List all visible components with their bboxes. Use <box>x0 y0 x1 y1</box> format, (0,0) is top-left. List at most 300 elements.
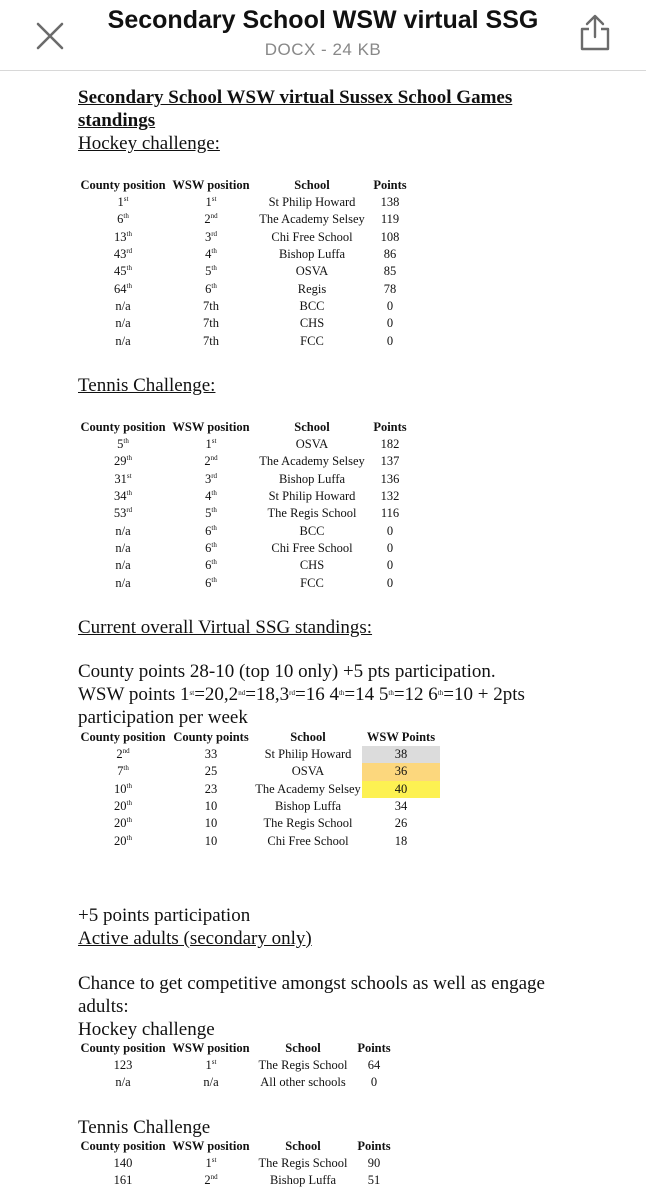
school-value: FCC <box>300 575 324 590</box>
wsw-points-line-2: participation per week <box>78 707 248 728</box>
county-ordinal: th <box>126 229 132 238</box>
school-value: Chi Free School <box>271 229 353 244</box>
column-header: WSW position <box>172 1139 250 1153</box>
cell-school <box>254 1074 352 1091</box>
points-value: 40 <box>394 781 408 796</box>
chance-line-2: adults: <box>78 996 129 1017</box>
cell-points <box>370 557 410 574</box>
county-ordinal: th <box>126 489 132 498</box>
chance-line-1: Chance to get competitive amongst schools as well as engage <box>78 973 545 994</box>
wsw-value: 1 <box>205 437 212 452</box>
table-header-row <box>78 729 440 746</box>
cell-cpoints <box>168 815 254 832</box>
cell-points <box>370 540 410 557</box>
county-value: 34 <box>114 489 127 504</box>
cell-school <box>254 332 370 349</box>
cell-wsw <box>168 505 254 522</box>
cell-wsw <box>168 436 254 453</box>
wsw-ordinal: nd <box>210 1173 218 1182</box>
column-header: Points <box>373 420 407 434</box>
cell-wsw <box>168 211 254 228</box>
school-value: CHS <box>299 558 325 573</box>
cell-county <box>78 522 168 539</box>
cell-county <box>78 832 168 849</box>
points-value: 0 <box>386 523 394 538</box>
county-ordinal: th <box>126 454 132 463</box>
column-header: WSW position <box>172 178 250 192</box>
table-row <box>78 211 410 228</box>
column-header: Points <box>357 1139 391 1153</box>
table-header-row <box>78 177 410 194</box>
cpoints-value: 10 <box>204 799 218 814</box>
table-header-row <box>78 419 410 436</box>
column-header: County position <box>80 178 166 192</box>
cell-wsw <box>168 488 254 505</box>
points-value: 116 <box>380 506 400 521</box>
county-value: 20 <box>114 799 127 814</box>
table-row <box>78 194 410 211</box>
county-value: 13 <box>114 229 127 244</box>
county-value: n/a <box>115 575 131 590</box>
wsw-ordinal: th <box>211 558 217 567</box>
document-title: Secondary School WSW virtual SSG <box>107 6 539 34</box>
county-value: 140 <box>113 1156 133 1171</box>
cell-county <box>78 263 168 280</box>
cell-points <box>352 1172 396 1189</box>
cell-cpoints <box>168 746 254 763</box>
table-row <box>78 1057 396 1074</box>
county-value: 10 <box>114 781 127 796</box>
county-value: 2 <box>116 747 123 762</box>
cell-school <box>254 194 370 211</box>
cell-school <box>254 1172 352 1189</box>
school-value: St Philip Howard <box>264 747 352 762</box>
ordinal-suffix: th <box>388 689 394 697</box>
school-value: BCC <box>299 523 325 538</box>
cell-county <box>78 763 168 780</box>
overall-table <box>78 729 440 850</box>
cell-points <box>362 746 440 763</box>
table-row <box>78 522 410 539</box>
school-value: St Philip Howard <box>268 195 356 210</box>
close-icon[interactable] <box>34 20 66 52</box>
cell-points <box>352 1155 396 1172</box>
county-value: 29 <box>114 454 127 469</box>
cell-wsw <box>168 280 254 297</box>
points-value: 34 <box>394 799 408 814</box>
column-header: School <box>285 1041 321 1055</box>
county-value: 20 <box>114 833 127 848</box>
school-value: Regis <box>297 281 327 296</box>
points-value: 0 <box>386 316 394 331</box>
column-header: County position <box>80 1041 166 1055</box>
table-row <box>78 557 410 574</box>
school-value: OSVA <box>295 437 329 452</box>
wsw-value: 1 <box>205 1058 212 1073</box>
text-segment: =16 4 <box>295 684 339 705</box>
wsw-ordinal: st <box>211 1156 217 1165</box>
wsw-ordinal: rd <box>211 229 218 238</box>
county-ordinal: th <box>126 816 132 825</box>
cell-points <box>370 332 410 349</box>
cell-wsw <box>168 1057 254 1074</box>
school-value: The Regis School <box>258 1058 348 1073</box>
cell-points <box>352 1057 396 1074</box>
column-header: School <box>285 1139 321 1153</box>
cell-county <box>78 471 168 488</box>
column-header: County points <box>173 730 249 744</box>
county-ordinal: th <box>123 764 129 773</box>
school-value: Bishop Luffa <box>269 1173 337 1188</box>
cell-wsw <box>168 263 254 280</box>
cell-county <box>78 505 168 522</box>
wsw-value: 6 <box>205 558 212 573</box>
cell-wsw <box>168 1155 254 1172</box>
wsw-ordinal: th <box>211 281 217 290</box>
cell-wsw <box>168 194 254 211</box>
text-segment: =18,3 <box>245 684 290 705</box>
table-row <box>78 315 410 332</box>
cell-school <box>254 557 370 574</box>
wsw-value: 5 <box>205 264 212 279</box>
wsw-ordinal: th <box>211 247 217 256</box>
cell-school <box>254 229 370 246</box>
column-header: County position <box>80 730 166 744</box>
county-ordinal: th <box>123 212 129 221</box>
share-icon[interactable] <box>578 14 612 52</box>
points-value: 51 <box>367 1173 381 1188</box>
table-header-row <box>78 1138 396 1155</box>
wsw-value: 7th <box>203 298 219 313</box>
county-ordinal: th <box>126 799 132 808</box>
school-value: The Academy Selsey <box>259 212 365 227</box>
cell-wsw <box>168 574 254 591</box>
column-header: Points <box>373 178 407 192</box>
points-value: 108 <box>380 229 400 244</box>
cell-cpoints <box>168 781 254 798</box>
cell-school <box>254 298 370 315</box>
school-value: Bishop Luffa <box>278 471 346 486</box>
ordinal-suffix: st <box>189 689 195 697</box>
county-value: n/a <box>115 1075 131 1090</box>
county-ordinal: st <box>126 471 132 480</box>
cell-county <box>78 453 168 470</box>
table-row <box>78 453 410 470</box>
cell-county <box>78 574 168 591</box>
points-value: 64 <box>367 1058 381 1073</box>
cell-points <box>362 781 440 798</box>
cell-county <box>78 1155 168 1172</box>
school-value: OSVA <box>291 764 325 779</box>
cell-points <box>370 522 410 539</box>
school-value: St Philip Howard <box>268 489 356 504</box>
county-value: 6 <box>117 212 124 227</box>
school-value: The Academy Selsey <box>259 454 365 469</box>
cell-points <box>370 211 410 228</box>
cell-points <box>370 505 410 522</box>
county-ordinal: th <box>126 281 132 290</box>
table-row <box>78 574 410 591</box>
wsw-value: 6 <box>205 575 212 590</box>
cell-points <box>370 471 410 488</box>
school-value: Bishop Luffa <box>274 799 342 814</box>
text-segment: =10 + 2pts <box>443 684 525 705</box>
wsw-ordinal: th <box>211 575 217 584</box>
county-value: n/a <box>115 523 131 538</box>
school-value: The Regis School <box>263 816 353 831</box>
points-value: 0 <box>386 540 394 555</box>
cell-county <box>78 540 168 557</box>
cell-points <box>352 1074 396 1091</box>
wsw-value: 6 <box>205 281 212 296</box>
points-value: 0 <box>386 298 394 313</box>
school-value: The Regis School <box>258 1156 348 1171</box>
wsw-ordinal: rd <box>211 471 218 480</box>
points-value: 182 <box>380 437 400 452</box>
cell-wsw <box>168 540 254 557</box>
adult-hockey-table <box>78 1040 396 1092</box>
county-value: 5 <box>117 437 124 452</box>
cell-county <box>78 280 168 297</box>
county-ordinal: rd <box>126 247 133 256</box>
county-ordinal: th <box>126 781 132 790</box>
wsw-value: 1 <box>205 1156 212 1171</box>
wsw-ordinal: st <box>211 1058 217 1067</box>
wsw-value: 4 <box>205 247 212 262</box>
cell-wsw <box>168 315 254 332</box>
table-row <box>78 298 410 315</box>
county-value: n/a <box>115 333 131 348</box>
cell-points <box>370 453 410 470</box>
county-value: 31 <box>114 471 127 486</box>
school-value: The Regis School <box>267 506 357 521</box>
hockey-table <box>78 177 410 350</box>
cell-wsw <box>168 471 254 488</box>
cell-wsw <box>168 1074 254 1091</box>
cell-school <box>254 763 362 780</box>
column-header: County position <box>80 420 166 434</box>
text-segment: =12 6 <box>393 684 438 705</box>
text-segment: =14 5 <box>344 684 389 705</box>
table-row <box>78 263 410 280</box>
cell-wsw <box>168 522 254 539</box>
wsw-points-line <box>78 684 525 706</box>
tennis-table <box>78 419 410 592</box>
text-segment: =20,2 <box>194 684 239 705</box>
cell-points <box>370 194 410 211</box>
cell-county <box>78 436 168 453</box>
table-row <box>78 436 410 453</box>
table-row <box>78 746 440 763</box>
points-value: 119 <box>380 212 400 227</box>
wsw-value: 2 <box>204 212 211 227</box>
county-points-line: County points 28-10 (top 10 only) +5 pts participation. <box>78 661 496 682</box>
cell-school <box>254 246 370 263</box>
cell-wsw <box>168 332 254 349</box>
adult-hockey-heading: Hockey challenge <box>78 1019 215 1040</box>
cell-wsw <box>168 246 254 263</box>
county-value: 43 <box>113 247 127 262</box>
county-value: 20 <box>114 816 127 831</box>
cell-wsw <box>168 557 254 574</box>
cell-points <box>370 280 410 297</box>
points-value: 138 <box>380 195 400 210</box>
table-row <box>78 246 410 263</box>
cell-wsw <box>168 453 254 470</box>
cell-county <box>78 488 168 505</box>
wsw-ordinal: th <box>211 264 217 273</box>
county-value: 161 <box>113 1173 133 1188</box>
cell-points <box>370 229 410 246</box>
points-value: 86 <box>383 247 397 262</box>
adult-tennis-table <box>78 1138 396 1190</box>
cell-county <box>78 1057 168 1074</box>
cell-school <box>254 488 370 505</box>
cell-school <box>254 781 362 798</box>
cell-school <box>254 574 370 591</box>
cpoints-value: 23 <box>204 781 218 796</box>
wsw-ordinal: st <box>211 195 217 204</box>
table-row <box>78 488 410 505</box>
points-value: 90 <box>367 1156 381 1171</box>
cell-school <box>254 798 362 815</box>
county-ordinal: rd <box>126 506 133 515</box>
cell-county <box>78 229 168 246</box>
wsw-ordinal: th <box>211 489 217 498</box>
county-value: 45 <box>114 264 127 279</box>
doc-title-line-1: Secondary School WSW virtual Sussex School Games <box>78 87 513 108</box>
cell-points <box>370 436 410 453</box>
cell-points <box>362 832 440 849</box>
county-ordinal: th <box>123 437 129 446</box>
table-row <box>78 471 410 488</box>
column-header: WSW Points <box>366 730 436 744</box>
wsw-value: 3 <box>204 471 212 486</box>
cell-cpoints <box>168 832 254 849</box>
cell-county <box>78 315 168 332</box>
county-ordinal: nd <box>122 747 130 756</box>
school-value: Bishop Luffa <box>278 247 346 262</box>
cell-points <box>370 315 410 332</box>
plus5-line: +5 points participation <box>78 905 251 926</box>
ordinal-suffix: rd <box>289 689 295 697</box>
cell-cpoints <box>168 798 254 815</box>
points-value: 137 <box>380 454 400 469</box>
cell-points <box>370 263 410 280</box>
wsw-value: 3 <box>204 229 212 244</box>
wsw-value: 6 <box>205 540 212 555</box>
cell-school <box>254 505 370 522</box>
ordinal-suffix: th <box>338 689 345 697</box>
county-ordinal: th <box>126 264 132 273</box>
school-value: All other schools <box>260 1075 346 1090</box>
wsw-ordinal: th <box>211 540 217 549</box>
table-row <box>78 505 410 522</box>
column-header: WSW position <box>172 420 250 434</box>
table-row <box>78 229 410 246</box>
cell-points <box>370 574 410 591</box>
table-row <box>78 781 440 798</box>
column-header: School <box>294 420 330 434</box>
school-value: BCC <box>299 298 325 313</box>
cell-points <box>370 298 410 315</box>
cell-school <box>254 436 370 453</box>
cell-points <box>370 246 410 263</box>
points-value: 0 <box>386 333 394 348</box>
active-adults-heading: Active adults (secondary only) <box>78 928 312 949</box>
cell-county <box>78 1074 168 1091</box>
school-value: Chi Free School <box>267 833 349 848</box>
wsw-value: 4 <box>205 489 212 504</box>
cell-school <box>254 746 362 763</box>
text-segment: WSW points 1 <box>78 684 190 705</box>
wsw-ordinal: nd <box>210 212 218 221</box>
cell-school <box>254 280 370 297</box>
ordinal-suffix: nd <box>238 689 246 697</box>
wsw-value: 2 <box>204 454 211 469</box>
table-row <box>78 832 440 849</box>
wsw-ordinal: th <box>211 506 217 515</box>
cell-county <box>78 246 168 263</box>
wsw-value: 1 <box>205 195 212 210</box>
cell-county <box>78 798 168 815</box>
cell-points <box>370 488 410 505</box>
cell-school <box>254 211 370 228</box>
wsw-value: n/a <box>203 1075 219 1090</box>
table-row <box>78 280 410 297</box>
cell-county <box>78 194 168 211</box>
wsw-value: 7th <box>203 333 219 348</box>
wsw-ordinal: st <box>211 437 217 446</box>
points-value: 0 <box>386 575 394 590</box>
column-header: County position <box>80 1139 166 1153</box>
cell-school <box>254 540 370 557</box>
cell-school <box>254 815 362 832</box>
cell-school <box>254 1155 352 1172</box>
county-value: 53 <box>113 506 127 521</box>
ordinal-suffix: th <box>437 689 444 697</box>
cell-county <box>78 746 168 763</box>
cell-school <box>254 1057 352 1074</box>
points-value: 0 <box>386 558 394 573</box>
county-value: n/a <box>115 558 131 573</box>
column-header: School <box>294 178 330 192</box>
county-value: n/a <box>115 316 131 331</box>
cell-cpoints <box>168 763 254 780</box>
county-value: 7 <box>117 764 124 779</box>
table-header-row <box>78 1040 396 1057</box>
points-value: 26 <box>394 816 408 831</box>
cpoints-value: 33 <box>204 747 218 762</box>
cell-wsw <box>168 229 254 246</box>
cell-county <box>78 557 168 574</box>
cell-school <box>254 832 362 849</box>
wsw-ordinal: nd <box>210 454 218 463</box>
county-value: 1 <box>117 195 124 210</box>
cell-county <box>78 332 168 349</box>
cell-wsw <box>168 298 254 315</box>
cell-county <box>78 815 168 832</box>
cell-points <box>362 798 440 815</box>
adult-tennis-heading: Tennis Challenge <box>78 1117 211 1138</box>
cell-points <box>362 815 440 832</box>
cell-county <box>78 781 168 798</box>
cpoints-value: 10 <box>204 816 218 831</box>
points-value: 36 <box>394 764 408 779</box>
wsw-ordinal: th <box>211 523 217 532</box>
points-value: 136 <box>380 471 400 486</box>
county-ordinal: st <box>123 195 129 204</box>
